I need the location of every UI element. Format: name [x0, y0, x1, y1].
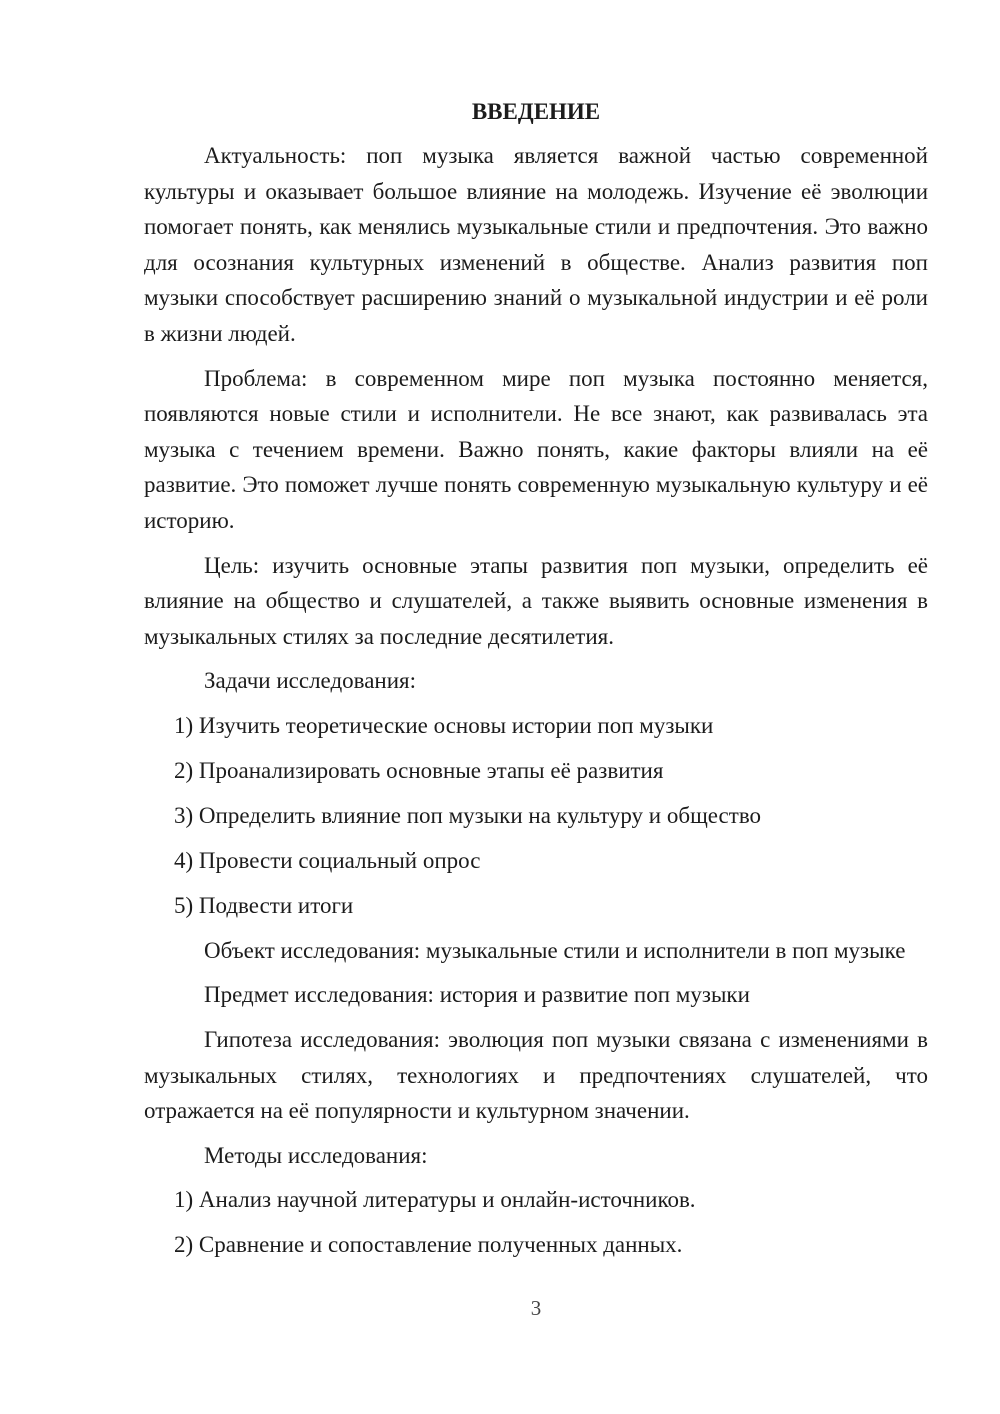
relevance-paragraph: Актуальность: поп музыка является важной частью современной культуры и оказывает большое влияние на молодежь. Изучение её эволюции помогает понять, как менялись музыкальные стили и предпочтения. Это важно для осознания культурных изменений в обществе. Анализ развития поп музыки способствует расширению знаний о музыкальной индустрии и её роли в жизни людей.	[144, 143, 928, 346]
subject-paragraph: Предмет исследования: история и развитие поп музыки	[204, 982, 750, 1008]
section-heading: ВВЕДЕНИЕ	[471, 99, 601, 124]
method-item: 1) Анализ научной литературы и онлайн-источников.	[174, 1187, 696, 1213]
task-item: 1) Изучить теоретические основы истории поп музыки	[174, 712, 714, 738]
methods-label: Методы исследования:	[204, 1142, 428, 1168]
task-item: 2) Проанализировать основные этапы её развития	[174, 757, 664, 783]
methods-list	[144, 1182, 928, 1263]
problem-paragraph: Проблема: в современном мире поп музыка постоянно меняется, появляются новые стили и исполнители. Не все знают, как развивалась эта музыка с течением времени. Важно понять, какие факторы влияли на её развитие. Это поможет лучше понять современную музыкальную культуру и её историю.	[144, 365, 928, 533]
tasks-label: Задачи исследования:	[204, 668, 417, 694]
goal-paragraph: Цель: изучить основные этапы развития поп музыки, определить её влияние на общество и слушателей, а также выявить основные изменения в музыкальных стилях за последние десятилетия.	[144, 552, 928, 649]
method-item: 2) Сравнение и сопоставление полученных данных.	[174, 1232, 683, 1258]
task-item: 4) Провести социальный опрос	[174, 847, 481, 873]
task-item: 3) Определить влияние поп музыки на культуру и общество	[174, 802, 762, 828]
object-paragraph: Объект исследования: музыкальные стили и исполнители в поп музыке	[204, 937, 906, 963]
task-item: 5) Подвести итоги	[174, 892, 354, 918]
page-content	[144, 96, 928, 1272]
page-number: 3	[530, 1296, 542, 1320]
hypothesis-paragraph: Гипотеза исследования: эволюция поп музыки связана с изменениями в музыкальных стилях, технологиях и предпочтениях слушателей, что отражается на её популярности и культурном значении.	[144, 1027, 928, 1124]
tasks-list	[144, 708, 928, 924]
